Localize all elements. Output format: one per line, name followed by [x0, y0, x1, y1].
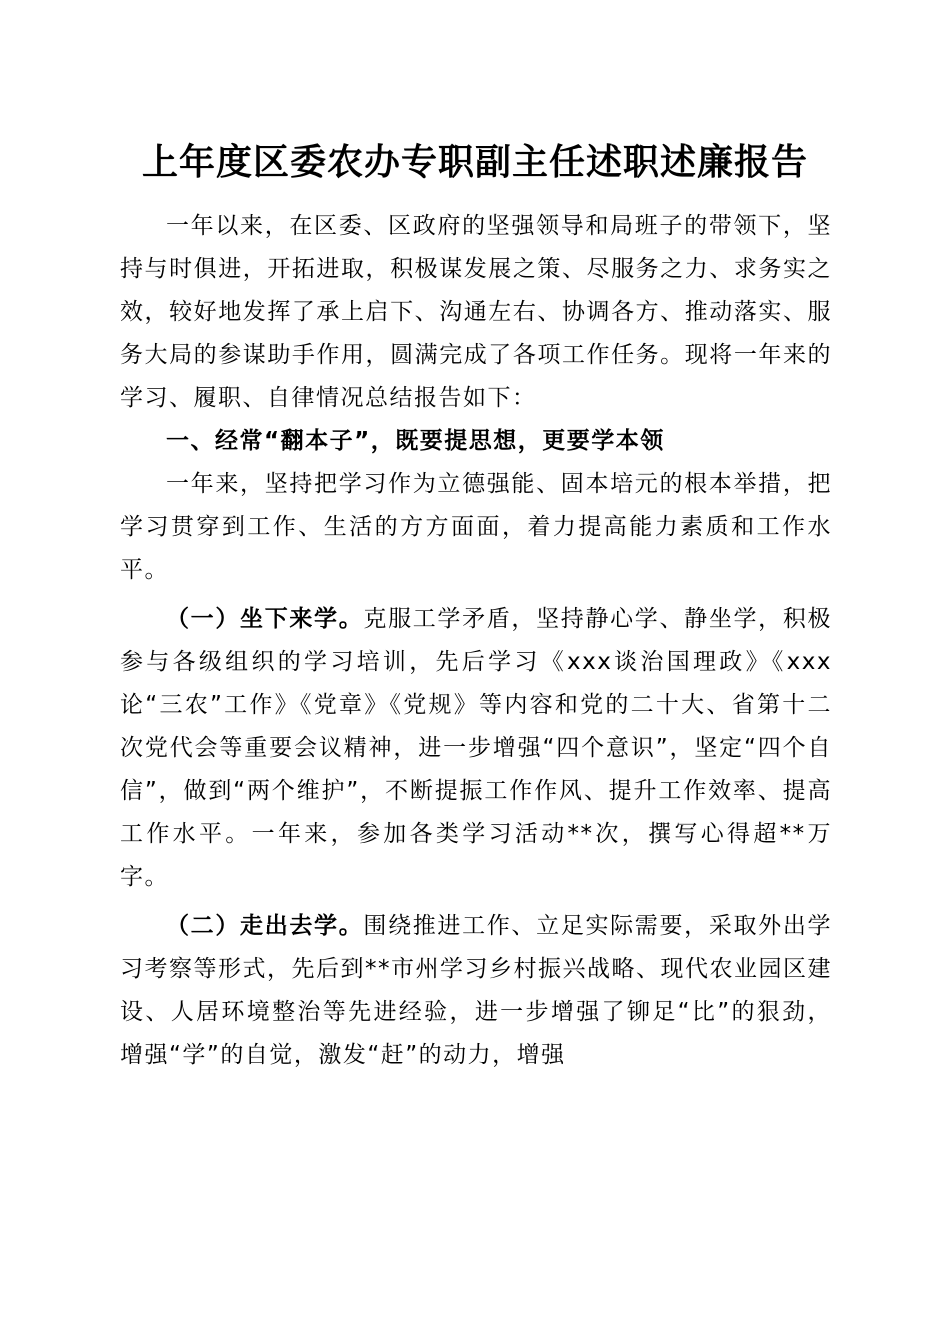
item-lead-2: （二）走出去学。: [166, 913, 364, 939]
item-paragraph-2: [120, 905, 832, 1077]
item-text-1: 克服工学矛盾，坚持静心学、静坐学，积极参与各级组织的学习培训，先后学习《xxx谈治国理政》《xxx论“三农”工作》《党章》《党规》等内容和党的二十大、省第十二次党代会等重要会议精神，进一步增强“四个意识”，坚定“四个自信”，做到“两个维护”，不断提振工作作风、提升工作效率、提高工作水平。一年来，参加各类学习活动**次，撰写心得超**万字。: [120, 606, 833, 890]
document-title: 上年度区委农办专职副主任述职述廉报告: [141, 141, 808, 183]
item-lead-1: （一）坐下来学。: [166, 606, 364, 632]
item-paragraph-1: [120, 598, 832, 899]
intro-paragraph: 一年以来，在区委、区政府的坚强领导和局班子的带领下，坚持与时俱进，开拓进取，积极谋发展之策、尽服务之力、求务实之效，较好地发挥了承上启下、沟通左右、协调各方、推动落实、服务大局的参谋助手作用，圆满完成了各项工作任务。现将一年来的学习、履职、自律情况总结报告如下：: [120, 213, 832, 411]
section-heading: 一、经常“翻本子”，既要提思想，更要学本领: [166, 428, 665, 454]
item-text-2: 围绕推进工作、立足实际需要，采取外出学习考察等形式，先后到**市州学习乡村振兴战略、现代农业园区建设、人居环境整治等先进经验，进一步增强了铆足“比”的狠劲，增强“学”的自觉，激发“赶”的动力，增强: [120, 913, 833, 1068]
section-intro-paragraph: 一年来，坚持把学习作为立德强能、固本培元的根本举措，把学习贯穿到工作、生活的方方面面，着力提高能力素质和工作水平。: [120, 471, 832, 583]
document-body: [120, 205, 832, 1077]
